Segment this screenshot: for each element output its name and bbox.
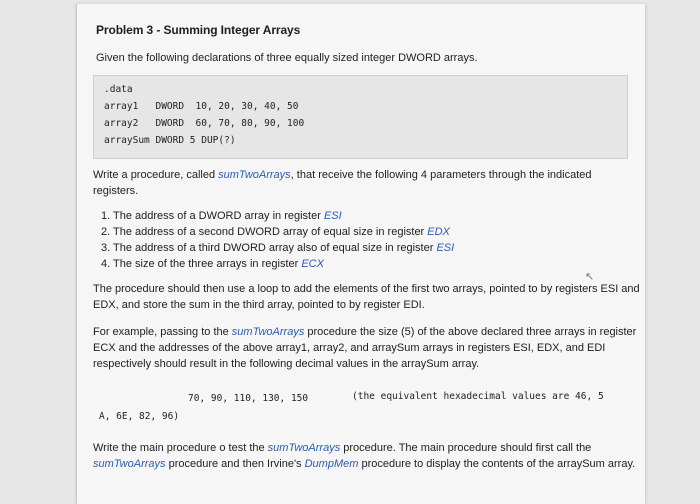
task-text-cont: , that receive the following 4 parameters through the indicated xyxy=(290,169,592,181)
dumpmem-name: DumpMem xyxy=(304,458,359,470)
example-paragraph: For example, passing to the sumTwoArrays procedure the size (5) of the above declared three arrays in register ECX and the addresses of the above array1, array2, and arraySum arrays in registers ESI, EDX, and EDI respectively should result in the following decimal values in the arraySum array. xyxy=(93,326,637,370)
code-block xyxy=(93,75,628,159)
register-edx: EDX xyxy=(427,226,450,238)
mouse-cursor-icon: ↖ xyxy=(585,271,595,283)
result-hex-cont: A, 6E, 82, 96) xyxy=(99,411,180,422)
proc-name-example: sumTwoArrays xyxy=(231,326,305,338)
example-line2: ECX and the addresses of the above array1, array2, and arraySum arrays in registers ESI, EDX, and EDI xyxy=(93,342,606,354)
register-esi: ESI xyxy=(323,210,342,222)
task-text-line2: registers. xyxy=(93,185,139,197)
code-line-array2: array2 DWORD 60, 70, 80, 90, 100 xyxy=(104,118,305,129)
list-item: 1. The address of a DWORD array in register ESI xyxy=(101,210,342,222)
proc-name-main: sumTwoArrays xyxy=(267,442,341,454)
loop-paragraph xyxy=(93,281,640,313)
list-item: 4. The size of the three arrays in register ECX xyxy=(101,258,324,270)
task-paragraph xyxy=(93,167,592,199)
register-esi-third: ESI xyxy=(436,242,455,254)
problem-title: Problem 3 - Summing Integer Arrays xyxy=(96,23,301,37)
example-line3: respectively should result in the following decimal values in the arraySum array. xyxy=(93,358,480,370)
loop-line2: EDX, and store the sum in the third array, pointed to by register EDI. xyxy=(93,299,425,311)
result-decimal: 70, 90, 110, 130, 150 xyxy=(188,393,309,404)
proc-name: sumTwoArrays xyxy=(218,169,291,181)
proc-name-main-2: sumTwoArrays xyxy=(93,458,166,470)
main-paragraph: Write the main procedure o test the sumTwoArrays procedure. The main procedure should first call the sumTwoArrays procedure and then Irvine's DumpMem procedure to display the contents of the arraySum array. xyxy=(93,442,636,470)
code-line-array1: array1 DWORD 10, 20, 30, 40, 50 xyxy=(104,101,299,112)
register-ecx: ECX xyxy=(301,258,324,270)
list-item: 3. The address of a third DWORD array also of equal size in register ESI xyxy=(101,242,455,254)
parameter-list xyxy=(101,208,454,272)
code-line-arraysum: arraySum DWORD 5 DUP(?) xyxy=(104,135,236,146)
list-item: 2. The address of a second DWORD array of equal size in register EDX xyxy=(101,226,450,238)
code-line-data: .data xyxy=(104,84,133,95)
result-hex-note: (the equivalent hexadecimal values are 46, 5 xyxy=(352,391,604,402)
task-text: Write a procedure, called xyxy=(93,169,219,181)
loop-line1: The procedure should then use a loop to add the elements of the first two arrays, pointed to by registers ESI and xyxy=(93,283,640,295)
intro-text: Given the following declarations of three equally sized integer DWORD arrays. xyxy=(96,52,478,64)
